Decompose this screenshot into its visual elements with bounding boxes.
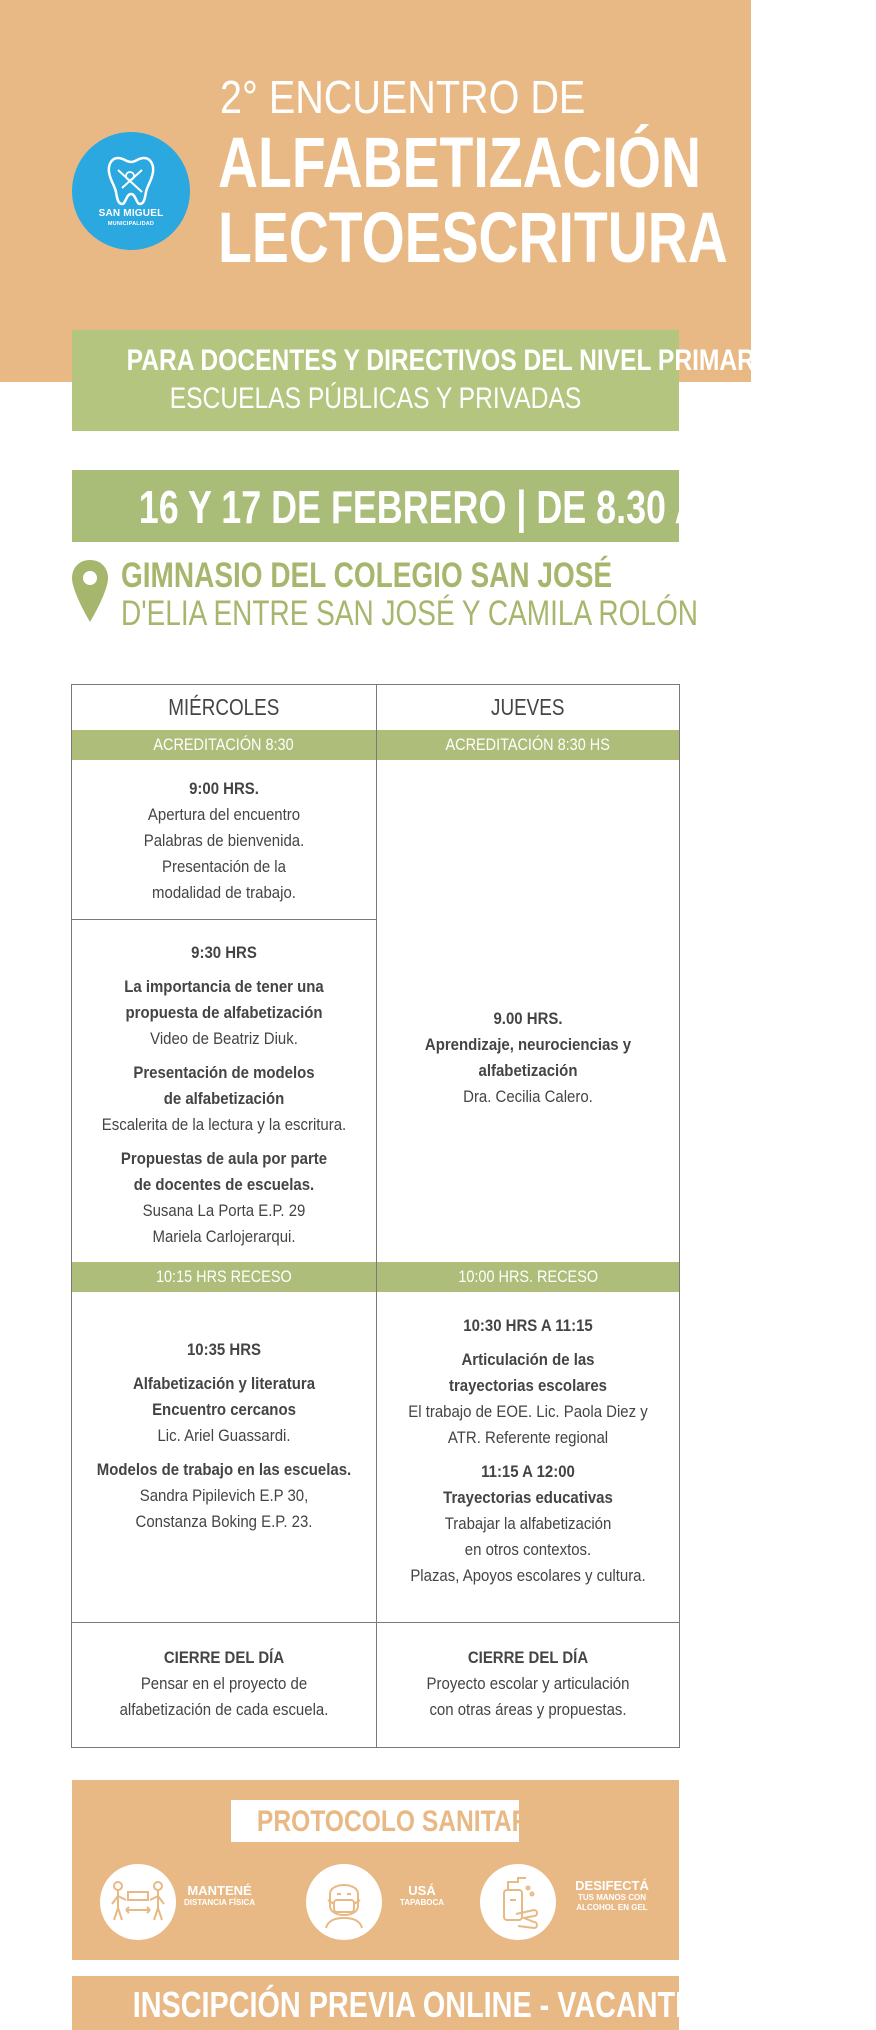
- session-title: de docentes de escuelas.: [133, 1175, 315, 1194]
- accreditation-bar-wednesday: ACREDITACIÓN 8:30: [72, 730, 376, 760]
- row-divider: [72, 1622, 679, 1623]
- session-text: Presentación de la: [162, 857, 286, 876]
- mask-icon: [306, 1864, 382, 1940]
- session-title: Propuestas de aula por parte: [120, 1149, 328, 1168]
- session-text: Lic. Ariel Guassardi.: [157, 1426, 291, 1445]
- logo-name: SAN MIGUEL: [98, 208, 164, 219]
- accreditation-bar-thursday: ACREDITACIÓN 8:30 HS: [377, 730, 679, 760]
- protocol-item-sublabel: DISTANCIA FÍSICA: [184, 1898, 256, 1907]
- session-title: Encuentro cercanos: [152, 1400, 296, 1419]
- registration-text: INSCIPCIÓN PREVIA ONLINE - VACANTES LIMITADAS: [132, 1984, 876, 2025]
- logo-subtitle: MUNICIPALIDAD: [107, 221, 155, 227]
- protocol-item-sublabel: ALCOHOL EN GEL: [576, 1903, 648, 1912]
- session-time: 10:30 HRS A 11:15: [463, 1316, 593, 1335]
- session-title: Aprendizaje, neurociencias y: [424, 1035, 632, 1054]
- session-text: Pensar en el proyecto de: [140, 1674, 308, 1693]
- session-text: Apertura del encuentro: [147, 805, 301, 824]
- session-text: Mariela Carlojerarqui.: [152, 1227, 296, 1246]
- session-text: Constanza Boking E.P. 23.: [135, 1512, 313, 1531]
- session-text: Trabajar la alfabetización: [444, 1514, 612, 1533]
- session-title: propuesta de alfabetización: [125, 1003, 323, 1022]
- protocol-item-label: USÁ: [408, 1883, 436, 1898]
- thu-900-session: [377, 941, 679, 1175]
- session-title: alfabetización: [478, 1061, 578, 1080]
- audience-line-2: ESCUELAS PÚBLICAS Y PRIVADAS: [169, 382, 582, 415]
- session-title: Modelos de trabajo en las escuelas.: [96, 1460, 352, 1479]
- thu-closing-session: [377, 1645, 679, 1723]
- wed-closing-session: [72, 1645, 376, 1723]
- session-title: trayectorias escolares: [448, 1376, 608, 1395]
- session-time: 9:00 HRS.: [189, 779, 259, 798]
- venue-address: D'ELIA ENTRE SAN JOSÉ Y CAMILA ROLÓN: [121, 594, 698, 633]
- thu-1030-session: [377, 1313, 679, 1589]
- session-text: Palabras de bienvenida.: [143, 831, 305, 850]
- session-time: 9:30 HRS: [191, 943, 257, 962]
- session-title: CIERRE DEL DÍA: [163, 1648, 285, 1667]
- date-banner: [72, 470, 809, 542]
- location-pin-icon: [70, 558, 110, 626]
- protocol-item-sublabel: TAPABOCA: [399, 1898, 445, 1907]
- audience-banner: [72, 330, 781, 431]
- protocol-item-sublabel: TUS MANOS CON: [578, 1893, 646, 1902]
- session-title: Presentación de modelos: [133, 1063, 315, 1082]
- protocol-item-label: MANTENÉ: [187, 1883, 252, 1898]
- break-bar-wednesday: 10:15 HRS RECESO: [72, 1262, 376, 1292]
- session-text: modalidad de trabajo.: [152, 883, 296, 902]
- protocol-item-distance: [184, 1883, 255, 1908]
- municipality-logo: [72, 132, 190, 250]
- title-prefix: 2° ENCUENTRO DE: [220, 71, 586, 123]
- session-text: Video de Beatriz Diuk.: [150, 1029, 298, 1048]
- session-text: Plazas, Apoyos escolares y cultura.: [410, 1566, 646, 1585]
- title-line-2: LECTOESCRITURA: [218, 199, 728, 278]
- session-title: La importancia de tener una: [124, 977, 324, 996]
- session-text: alfabetización de cada escuela.: [119, 1700, 329, 1719]
- audience-line-1: PARA DOCENTES Y DIRECTIVOS DEL NIVEL PRIMARIO: [126, 344, 781, 377]
- protocol-item-sanitizer: [562, 1878, 662, 1913]
- protocol-title-box: [231, 1800, 556, 1842]
- tooth-icon: [72, 132, 190, 250]
- session-text: ATR. Referente regional: [447, 1428, 609, 1447]
- schedule-table: [71, 684, 680, 1748]
- session-time: 11:15 A 12:00: [481, 1462, 575, 1481]
- distance-icon: [100, 1864, 176, 1940]
- session-text: Escalerita de la lectura y la escritura.: [101, 1115, 347, 1134]
- protocol-item-label: DESIFECTÁ: [575, 1878, 649, 1893]
- session-time: 9.00 HRS.: [493, 1009, 563, 1028]
- session-title: de alfabetización: [163, 1089, 285, 1108]
- session-text: en otros contextos.: [464, 1540, 592, 1559]
- session-text: Susana La Porta E.P. 29: [142, 1201, 306, 1220]
- session-title: Alfabetización y literatura: [132, 1374, 316, 1393]
- date-text: 16 Y 17 DE FEBRERO | DE 8.30 A 12 HS: [138, 481, 809, 533]
- sanitary-protocol-panel: [72, 1780, 679, 1960]
- protocol-item-mask: [384, 1883, 460, 1908]
- wed-930-session: [72, 940, 376, 1250]
- registration-banner: [72, 1976, 876, 2030]
- protocol-title: PROTOCOLO SANITARIO: [256, 1805, 556, 1838]
- session-text: Sandra Pipilevich E.P 30,: [139, 1486, 309, 1505]
- session-text: Dra. Cecilia Calero.: [463, 1087, 593, 1106]
- session-title: CIERRE DEL DÍA: [467, 1648, 589, 1667]
- column-header-wednesday: MIÉRCOLES: [168, 694, 280, 720]
- session-title: Trayectorias educativas: [443, 1488, 613, 1507]
- break-bar-thursday: 10:00 HRS. RECESO: [377, 1262, 679, 1292]
- session-title: Articulación de las: [461, 1350, 595, 1369]
- venue-name: GIMNASIO DEL COLEGIO SAN JOSÉ: [121, 556, 613, 595]
- session-time: 10:35 HRS: [186, 1340, 262, 1359]
- session-text: Proyecto escolar y articulación: [426, 1674, 630, 1693]
- column-header-thursday: JUEVES: [491, 694, 565, 720]
- wed-1035-session: [72, 1306, 376, 1566]
- session-text: El trabajo de EOE. Lic. Paola Diez y: [408, 1402, 648, 1421]
- row-divider: [72, 919, 376, 920]
- wed-opening-session: [72, 776, 376, 906]
- sanitizer-icon: [480, 1864, 556, 1940]
- session-text: con otras áreas y propuestas.: [429, 1700, 627, 1719]
- title-line-1: ALFABETIZACIÓN: [218, 124, 702, 203]
